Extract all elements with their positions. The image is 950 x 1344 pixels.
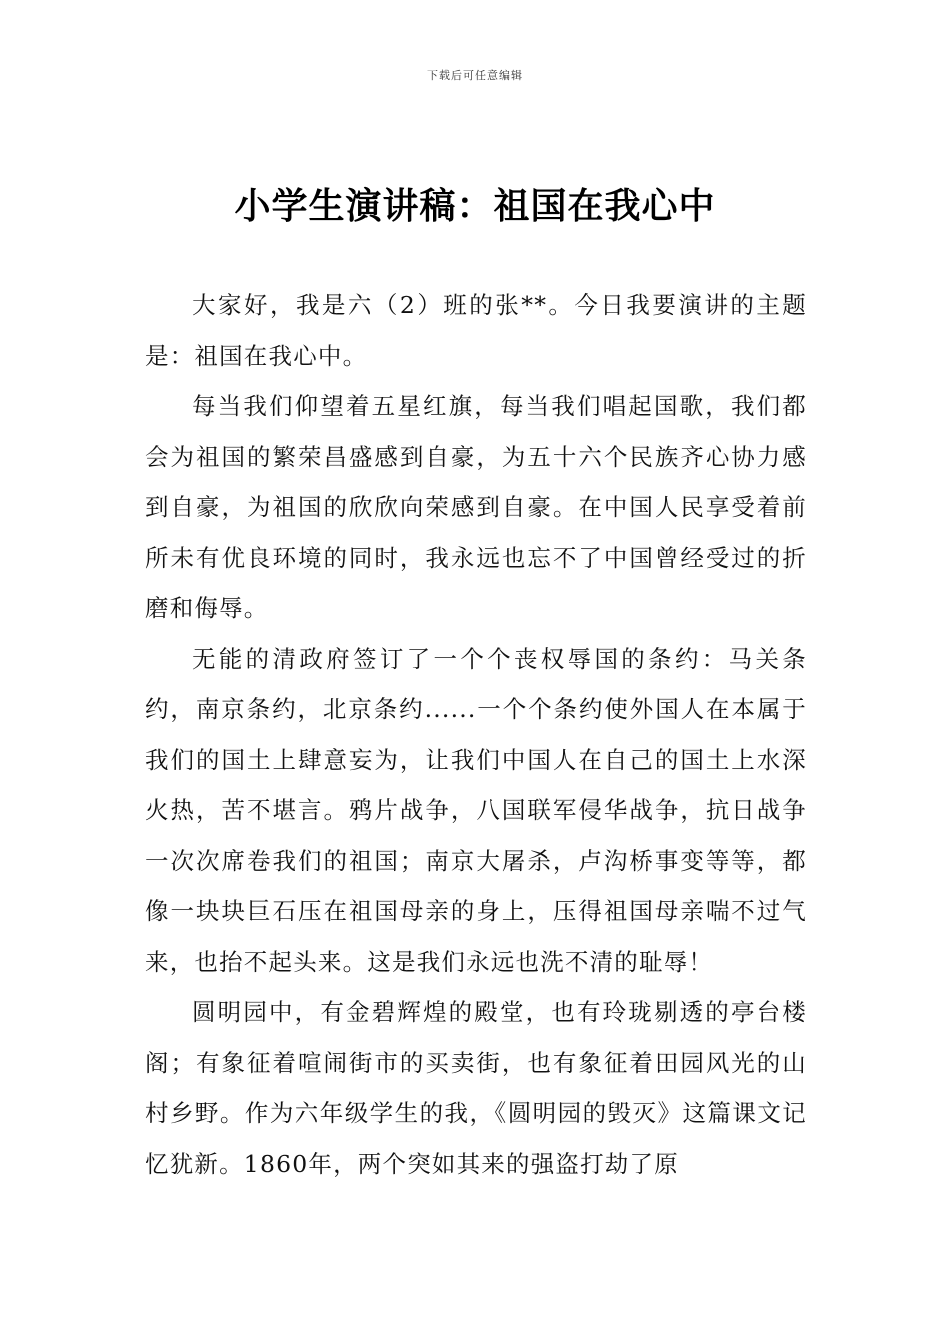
document-body — [145, 280, 807, 1189]
header-note: 下载后可任意编辑 — [427, 69, 523, 82]
paragraph-1: 大家好，我是六（2）班的张**。今日我要演讲的主题是：祖国在我心中。 — [145, 291, 807, 370]
paragraph-3: 无能的清政府签订了一个个丧权辱国的条约：马关条约，南京条约，北京条约......一个个条约使外国人在本属于我们的国土上肆意妄为，让我们中国人在自己的国土上水深火热，苦不堪言。鸦片战争，八国联军侵华战争，抗日战争一次次席卷我们的祖国；南京大屠杀，卢沟桥事变等等，都像一块块巨石压在祖国母亲的身上，压得祖国母亲喘不过气来，也抬不起头来。这是我们永远也洗不清的耻辱！ — [145, 644, 807, 976]
paragraph-2: 每当我们仰望着五星红旗，每当我们唱起国歌，我们都会为祖国的繁荣昌盛感到自豪，为五十六个民族齐心协力感到自豪，为祖国的欣欣向荣感到自豪。在中国人民享受着前所未有优良环境的同时，我永远也忘不了中国曾经受过的折磨和侮辱。 — [145, 392, 807, 622]
document-title: 小学生演讲稿：祖国在我心中 — [234, 186, 716, 227]
paragraph-4: 圆明园中，有金碧辉煌的殿堂，也有玲珑剔透的亭台楼阁；有象征着喧闹街市的买卖街，也有象征着田园风光的山村乡野。作为六年级学生的我，《圆明园的毁灭》这篇课文记忆犹新。1860年，两个突如其来的强盗打劫了原 — [145, 998, 807, 1178]
